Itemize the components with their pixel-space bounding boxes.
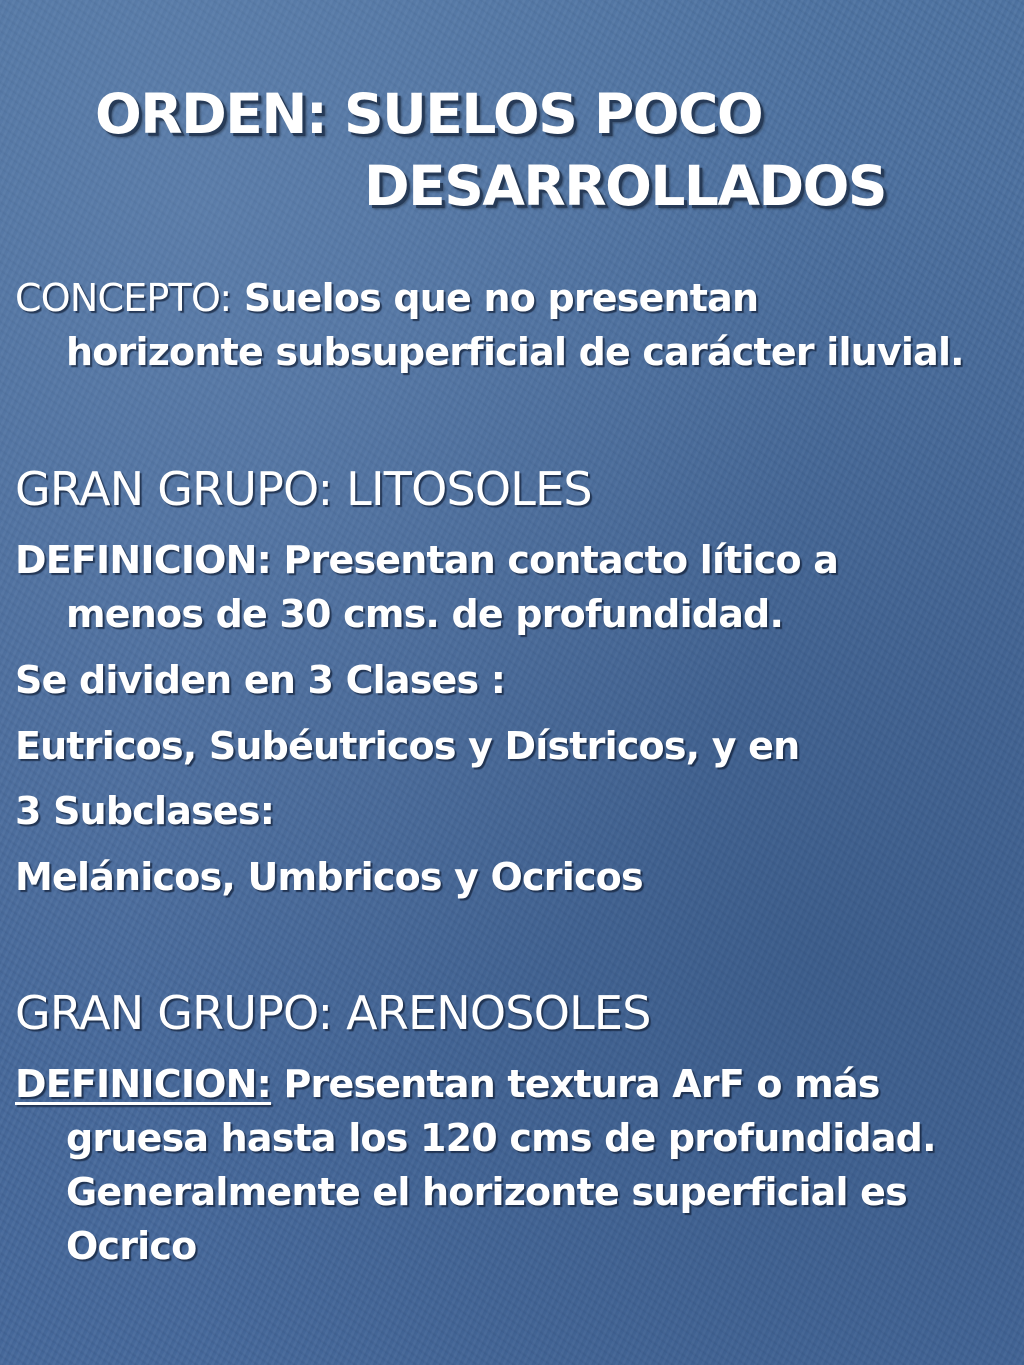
- litosoles-definicion: [15, 533, 838, 641]
- arenosoles-definicion-line-4: Ocrico: [66, 1224, 197, 1268]
- title-line-2: DESARROLLADOS: [364, 154, 887, 218]
- litosoles-clases-list: Eutricos, Subéutricos y Dístricos, y en: [15, 724, 800, 768]
- litosoles-subclases-list: Melánicos, Umbricos y Ocricos: [15, 855, 643, 899]
- arenosoles-definicion-label: DEFINICION:: [15, 1062, 272, 1106]
- arenosoles-definicion: [15, 1057, 936, 1273]
- concepto-text-line-1: Suelos que no presentan: [231, 276, 759, 320]
- title-line-1: ORDEN: SUELOS POCO: [95, 82, 763, 146]
- concepto-label: CONCEPTO:: [15, 276, 232, 320]
- arenosoles-definicion-line-2: gruesa hasta los 120 cms de profundidad.: [66, 1116, 936, 1160]
- arenosoles-heading: GRAN GRUPO: ARENOSOLES: [15, 986, 651, 1040]
- litosoles-clases-intro: Se dividen en 3 Clases :: [15, 658, 506, 702]
- arenosoles-definicion-line-3: Generalmente el horizonte superficial es: [66, 1170, 907, 1214]
- litosoles-heading: GRAN GRUPO: LITOSOLES: [15, 462, 592, 516]
- litosoles-definicion-line-2: menos de 30 cms. de profundidad.: [66, 592, 784, 636]
- concepto-paragraph: [15, 271, 964, 379]
- concepto-text-line-2: horizonte subsuperficial de carácter iluvial.: [66, 330, 964, 374]
- slide-title: [0, 78, 1024, 222]
- litosoles-subclases-intro: 3 Subclases:: [15, 789, 275, 833]
- litosoles-definicion-line-1: DEFINICION: Presentan contacto lítico a: [15, 538, 839, 582]
- arenosoles-definicion-line-1: Presentan textura ArF o más: [271, 1062, 880, 1106]
